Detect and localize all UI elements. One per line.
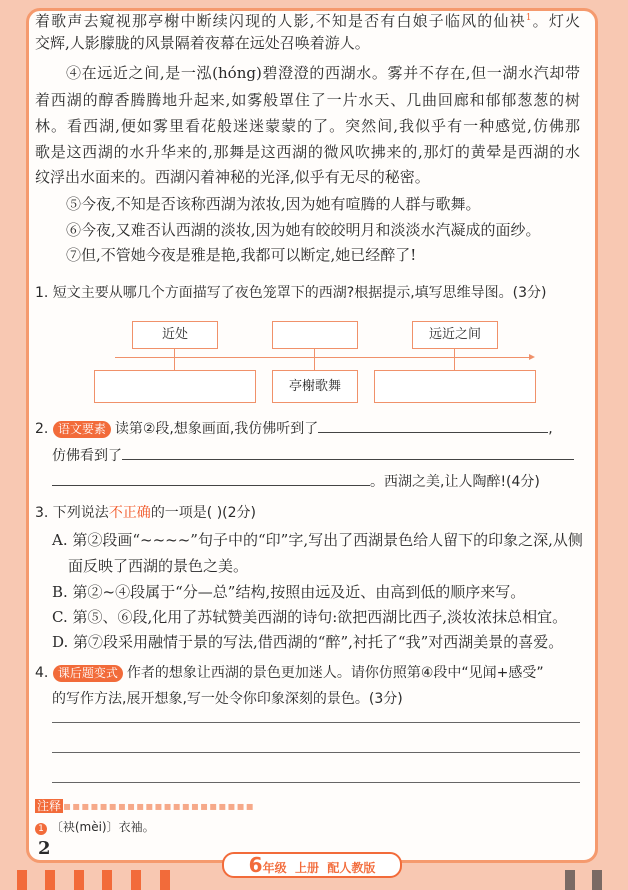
mind-map-box-input[interactable]	[272, 321, 358, 349]
notes-section	[35, 797, 255, 814]
option-c[interactable]: C. 第⑤、⑥段,化用了苏轼赞美西湖的诗句:欲把西湖比西子,淡妆浓抹总相宜。	[52, 608, 568, 626]
decor-stripe	[131, 870, 141, 890]
question-text: 作者的想象让西湖的景色更加迷人。请你仿照第④段中“见闻+感受”	[126, 665, 544, 681]
passage-text: 。灯火	[531, 12, 580, 30]
note-item	[35, 818, 155, 835]
decor-stripe	[102, 870, 112, 890]
passage-line: 歌是这西湖的水升华来的,那舞是这西湖的微风吹拂来的,那灯的黄晕是西湖的水	[35, 143, 580, 161]
question-number: 4.	[35, 665, 49, 681]
note-marker: 1	[35, 823, 47, 835]
option-a-cont: 面反映了西湖的景色之美。	[68, 557, 249, 575]
question-number: 2.	[35, 421, 49, 437]
option-a[interactable]: A. 第②段画“~~~~”句子中的“印”字,写出了西湖景色给人留下的印象之深,从侧	[52, 531, 583, 549]
grade-label: 年级	[262, 861, 287, 875]
tag-badge: 课后题变式	[53, 665, 123, 682]
tag-badge: 语文要素	[53, 421, 111, 438]
note-text: 〔袂(mèi)〕衣袖。	[50, 820, 155, 834]
passage-line: 着西湖的醇香腾腾地升起来,如雾般罩住了一片水天、几曲回廊和郁郁葱葱的树	[35, 91, 580, 109]
answer-blank[interactable]	[122, 445, 574, 460]
answer-line[interactable]	[52, 722, 580, 723]
passage-line: 交辉,人影朦胧的风景隔着夜幕在远处召唤着游人。	[35, 34, 370, 52]
question-2-line	[52, 445, 597, 466]
grade-number: 6	[248, 853, 263, 877]
question-4-line: 的写作方法,展开想象,写一处令你印象深刻的景色。(3分)	[52, 691, 403, 707]
connector	[454, 349, 455, 370]
question-text: 仿佛看到了	[52, 448, 122, 464]
mind-map-box: 远近之间	[412, 321, 498, 349]
passage-line: ⑤今夜,不知是否该称西湖为浓妆,因为她有喧腾的人群与歌舞。	[66, 195, 481, 213]
mind-map-box-input[interactable]	[94, 370, 256, 403]
passage-line: ④在远近之间,是一泓(hóng)碧澄澄的西湖水。雾并不存在,但一湖水汽却带	[66, 64, 580, 82]
notes-divider: ▪▪▪▪▪▪▪▪▪▪▪▪▪▪▪▪▪▪▪▪▪	[63, 799, 255, 813]
passage-line: ⑥今夜,又难否认西湖的淡妆,因为她有皎皎明月和淡淡水汽凝成的面纱。	[66, 221, 541, 239]
option-b[interactable]: B. 第②~④段属于“分—总”结构,按照由远及近、由高到低的顺序来写。	[52, 583, 526, 601]
passage-text: 着歌声去窥视那亭榭中断续闪现的人影,不知是否有白娘子临风的仙袂	[35, 12, 526, 30]
question-text: 。西湖之美,让人陶醉!(4分)	[370, 474, 540, 490]
footnote-marker: 1	[525, 13, 532, 23]
question-text: 读第②段,想象画面,我仿佛听到了	[114, 421, 319, 437]
question-text: 的一项是( )(2分)	[150, 505, 257, 521]
notes-title: 注释	[37, 799, 62, 813]
question-4	[35, 663, 580, 683]
question-3	[35, 503, 580, 523]
decor-stripe	[592, 870, 602, 890]
decor-stripe	[17, 870, 27, 890]
question-1: 1. 短文主要从哪几个方面描写了夜色笼罩下的西湖?根据提示,填写思维导图。(3分)	[35, 285, 547, 301]
footer-label	[222, 852, 402, 878]
passage-line: 林。看西湖,便如雾里看花般迷迷蒙蒙的了。突然间,我似乎有一种感觉,仿佛那	[35, 117, 580, 135]
question-2	[35, 418, 580, 439]
edition-label: 配人教版	[327, 861, 376, 875]
decor-stripe	[45, 870, 55, 890]
option-d[interactable]: D. 第⑦段采用融情于景的写法,借西湖的“醉”,衬托了“我”对西湖美景的喜爱。	[52, 633, 564, 651]
question-text: 3. 下列说法	[35, 505, 109, 521]
mind-map-box: 亭榭歌舞	[272, 370, 358, 403]
answer-blank[interactable]	[318, 418, 548, 433]
passage-line	[35, 8, 580, 31]
passage-line: 纹浮出水面来的。西湖闪着神秘的光泽,似乎有无尽的秘密。	[35, 168, 430, 186]
answer-line[interactable]	[52, 752, 580, 753]
page-number: 2	[38, 838, 51, 859]
connector	[174, 349, 175, 370]
decor-stripe	[160, 870, 170, 890]
question-2-line	[52, 471, 597, 492]
decor-stripe	[565, 870, 575, 890]
punctuation: ,	[548, 421, 553, 437]
mind-map-box-input[interactable]	[374, 370, 536, 403]
passage-line: ⑦但,不管她今夜是雅是艳,我都可以断定,她已经醉了!	[66, 246, 417, 264]
decor-stripe	[74, 870, 84, 890]
emphasis-text: 不正确	[108, 505, 151, 521]
mind-map-box: 近处	[132, 321, 218, 349]
connector	[314, 349, 315, 370]
volume-label: 上册	[294, 861, 319, 875]
answer-line[interactable]	[52, 782, 580, 783]
answer-blank[interactable]	[52, 471, 370, 486]
timeline-arrow	[115, 357, 531, 358]
arrow-head-icon	[529, 354, 535, 360]
